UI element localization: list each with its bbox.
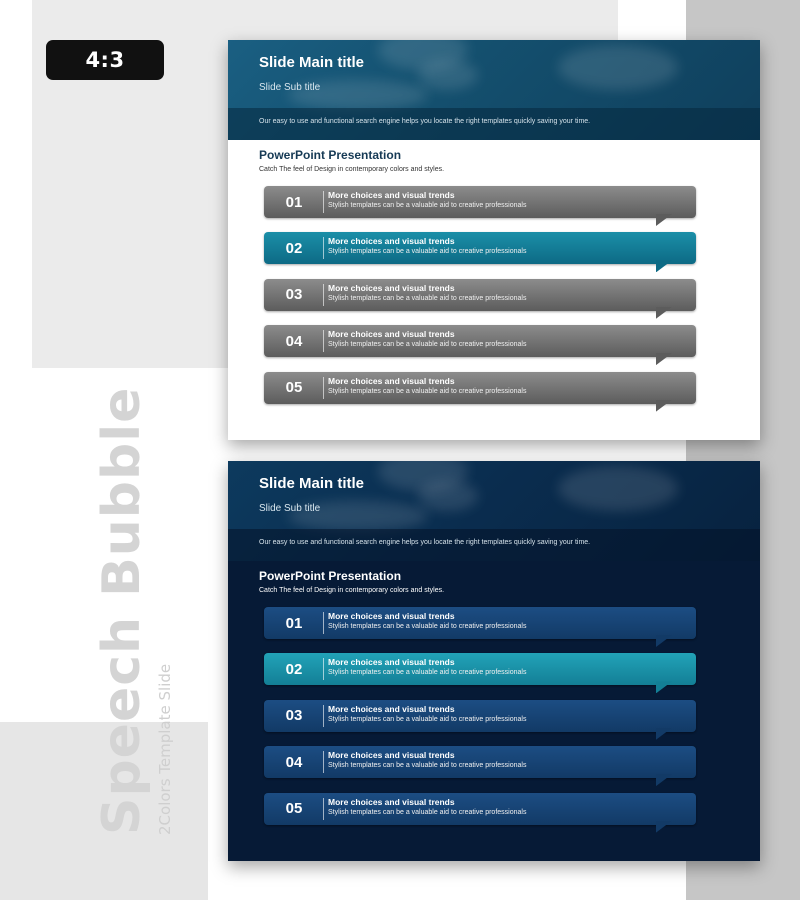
bubble-tail [656,400,672,412]
item-heading: More choices and visual trends [328,329,455,340]
side-title: Speech Bubble [92,386,152,835]
slide-light-preview[interactable] [228,40,760,440]
bubble-tail [656,353,672,365]
speech-bubble-item [264,793,696,825]
item-description: Stylish templates can be a valuable aid to creative professionals [328,623,527,630]
slide-subtitle: Slide Sub title [259,503,321,514]
slide-dark-preview[interactable] [228,461,760,861]
slide-subtitle: Slide Sub title [259,82,321,93]
speech-bubble-item [264,325,696,357]
section-title: PowerPoint Presentation [259,569,402,583]
item-divider [323,191,324,213]
item-heading: More choices and visual trends [328,750,455,761]
speech-bubble-item [264,186,696,218]
item-description: Stylish templates can be a valuable aid to creative professionals [328,341,527,349]
cloud-decoration [558,45,678,90]
item-divider [323,237,324,259]
item-divider [323,377,324,399]
item-description: Stylish templates can be a valuable aid to creative professionals [328,669,527,677]
item-divider [323,705,324,727]
item-divider [323,798,324,820]
cloud-decoration [418,60,478,90]
item-heading: More choices and visual trends [328,611,455,621]
item-heading: More choices and visual trends [328,796,455,807]
item-heading: More choices and visual trends [328,703,455,714]
section-subtitle: Catch The feel of Design in contemporary colors and styles. [259,166,445,173]
speech-bubble-item [264,279,696,311]
slide-header [228,461,760,561]
slide-title: Slide Main title [259,475,365,492]
side-subtitle: 2Colors Template Slide [156,663,174,835]
item-description: Stylish templates can be a valuable aid to creative professionals [328,762,527,770]
slide-title: Slide Main title [259,54,365,71]
item-heading: More choices and visual trends [328,657,455,668]
item-description: Stylish templates can be a valuable aid to creative professionals [328,202,527,209]
speech-bubble-item [264,372,696,404]
speech-bubble-list [264,186,696,418]
header-description: Our easy to use and functional search engine helps you locate the right templates quickly saving your time. [259,118,591,125]
item-divider [323,612,324,634]
speech-bubble-item-highlighted [264,232,696,264]
item-description: Stylish templates can be a valuable aid to creative professionals [328,387,527,395]
item-divider [323,330,324,352]
item-divider [323,751,324,773]
bubble-tail [656,774,672,786]
cloud-decoration [558,466,678,511]
bubble-tail [656,821,672,833]
item-description: Stylish templates can be a valuable aid to creative professionals [328,715,527,723]
speech-bubble-item [264,746,696,778]
item-divider [323,658,324,680]
item-number: 05 [285,379,303,397]
header-description: Our easy to use and functional search engine helps you locate the right templates quickly saving your time. [259,539,591,546]
speech-bubble-list [264,607,696,839]
item-number: 02 [285,239,303,257]
item-number: 04 [285,753,303,771]
speech-bubble-item [264,607,696,639]
slide-header [228,40,760,140]
cloud-decoration [418,481,478,511]
bubble-tail [656,260,672,272]
item-description: Stylish templates can be a valuable aid to creative professionals [328,808,527,816]
item-description: Stylish templates can be a valuable aid to creative professionals [328,294,527,302]
section-subtitle: Catch The feel of Design in contemporary colors and styles. [259,587,445,594]
speech-bubble-item-highlighted [264,653,696,685]
item-description: Stylish templates can be a valuable aid to creative professionals [328,248,527,256]
item-heading: More choices and visual trends [328,236,455,247]
item-heading: More choices and visual trends [328,190,455,200]
bubble-tail [656,728,672,740]
bubble-tail [656,635,672,647]
bubble-tail [656,307,672,319]
item-number: 03 [285,707,303,725]
item-number: 03 [285,286,303,304]
item-number: 02 [285,660,303,678]
item-number: 05 [285,800,303,818]
item-heading: More choices and visual trends [328,375,455,386]
bubble-tail [656,214,672,226]
item-heading: More choices and visual trends [328,282,455,293]
speech-bubble-item [264,700,696,732]
item-number: 01 [285,614,303,632]
aspect-ratio-badge: 4:3 [46,40,164,80]
item-number: 01 [285,193,303,211]
section-title: PowerPoint Presentation [259,148,402,162]
bubble-tail [656,681,672,693]
item-divider [323,284,324,306]
item-number: 04 [285,332,303,350]
